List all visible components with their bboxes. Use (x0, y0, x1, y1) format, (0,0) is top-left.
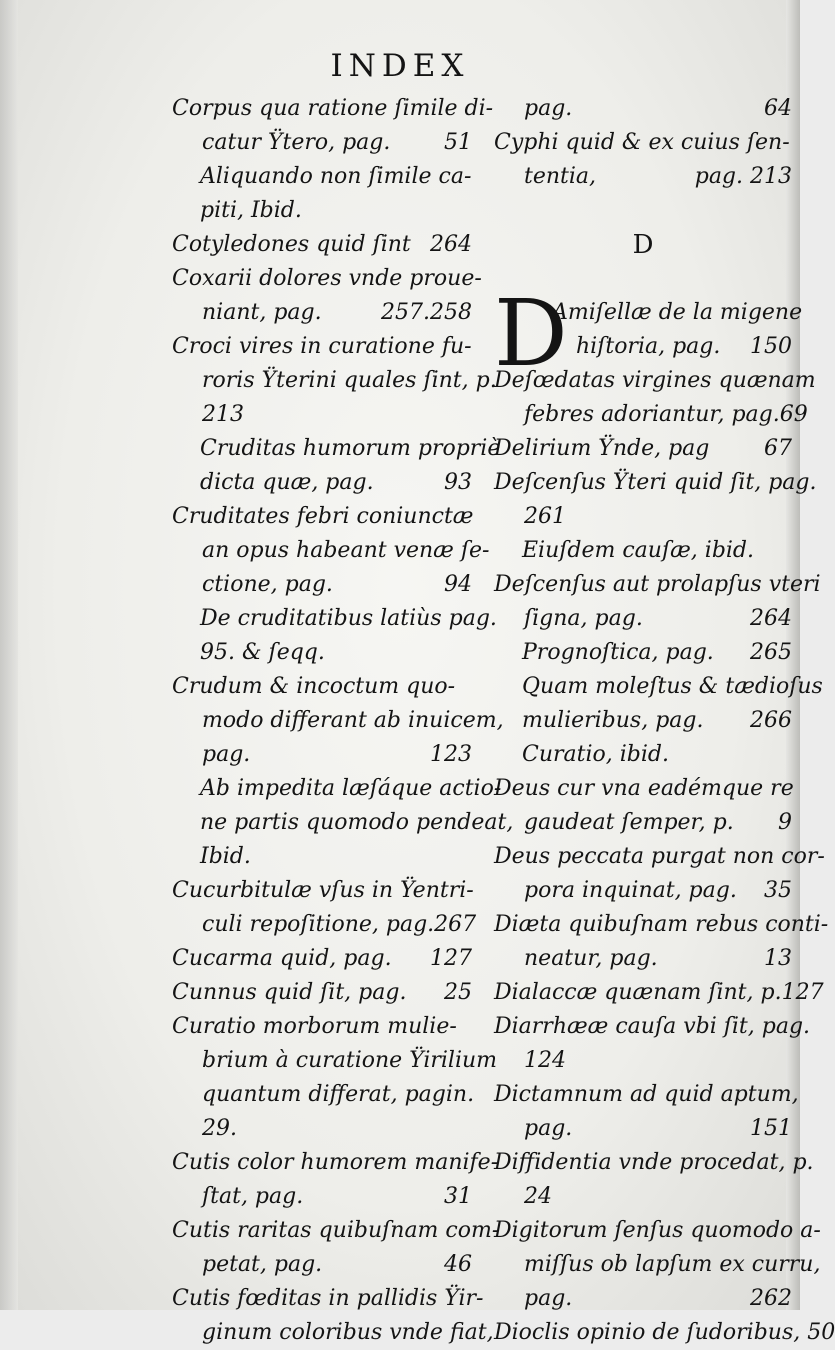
page-number: 51 (444, 130, 472, 155)
index-line (494, 1078, 799, 1112)
entry-text: Digitorum ſenſus quomodo a- (494, 1218, 821, 1243)
entry-text: De cruditatibus latiùs pag. (200, 606, 497, 631)
entry-text: Cunnus quid ſit, pag. (172, 980, 407, 1005)
index-line (172, 1248, 472, 1282)
index-entry (172, 330, 497, 432)
index-line (172, 262, 482, 296)
page-number: 94 (444, 572, 472, 597)
entry-text: 261 (524, 504, 566, 529)
entry-text: Quam moleſtus & tædioſus (522, 674, 823, 699)
index-line (172, 670, 472, 704)
index-line (172, 398, 472, 432)
entry-text: pora inquinat, pag. (524, 878, 737, 903)
index-line (172, 228, 472, 262)
entry-text: Cutis fœditas in pallidis Ÿir- (172, 1286, 484, 1311)
index-line (172, 466, 472, 500)
index-line (172, 1010, 472, 1044)
index-entry (172, 670, 504, 772)
entry-text: Ab impedita læſáque actio- (200, 776, 502, 801)
index-line (172, 1146, 499, 1180)
index-line (494, 398, 808, 432)
entry-text: Diarrhææ cauſa vbi ſit, pag. (494, 1014, 811, 1039)
index-entry (494, 1078, 799, 1146)
index-line (172, 432, 501, 466)
page-number: 262 (750, 1286, 792, 1311)
dropcap-letter: D (494, 280, 568, 387)
index-line (494, 568, 821, 602)
index-line (494, 1316, 835, 1350)
index-line (172, 364, 497, 398)
index-entry (172, 500, 490, 602)
index-line (172, 296, 472, 330)
index-line (494, 92, 792, 126)
index-line (172, 874, 472, 908)
page-number: 266 (750, 708, 792, 733)
page-number: 35 (764, 878, 792, 903)
index-line (494, 738, 792, 772)
right-column-entries (494, 364, 835, 1350)
index-entry (494, 840, 825, 908)
index-line (172, 840, 472, 874)
index-line (172, 92, 494, 126)
index-line (172, 806, 514, 840)
entry-text: Diæta quibuſnam rebus conti- (494, 912, 829, 937)
index-subentry (172, 602, 497, 670)
entry-text: Ibid. (200, 844, 251, 869)
entry-text: Crudum & incoctum quo- (172, 674, 456, 699)
index-entry (494, 772, 792, 840)
page-number: 150 (750, 334, 792, 359)
index-line (172, 1078, 475, 1112)
index-line (172, 160, 472, 194)
entry-text: petat, pag. (202, 1252, 323, 1277)
entry-text: ſigna, pag. (524, 606, 643, 631)
index-line (494, 1214, 821, 1248)
entry-text: Cutis raritas quibuſnam com- (172, 1218, 500, 1243)
index-line (494, 1248, 821, 1282)
entry-text: tentia, (524, 164, 597, 189)
entry-text: 29. (202, 1116, 237, 1141)
entry-text: ne partis quomodo pendeat, (200, 810, 514, 835)
entry-text: gaudeat ſemper, p. (524, 810, 734, 835)
page-number: 31 (444, 1184, 472, 1209)
index-line (172, 1316, 494, 1350)
index-line (172, 1044, 498, 1078)
entry-text: ctione, pag. (202, 572, 333, 597)
index-line (494, 432, 792, 466)
entry-text: pag. (524, 96, 573, 121)
index-line (172, 534, 490, 568)
entry-text: piti, Ibid. (200, 198, 302, 223)
page-number: 67 (764, 436, 792, 461)
spacer (494, 194, 792, 228)
page-number: 127 (430, 946, 472, 971)
index-line (494, 670, 823, 704)
page-number: 46 (444, 1252, 472, 1277)
entry-text: catur Ÿtero, pag. (202, 130, 391, 155)
index-entry (494, 466, 817, 534)
index-entry (172, 92, 494, 160)
index-line (172, 500, 472, 534)
section-letter: D (632, 230, 654, 260)
index-line (494, 126, 792, 160)
entry-text: brium à curatione Ÿirilium (202, 1048, 498, 1073)
index-line (172, 908, 477, 942)
index-subentry (494, 534, 792, 568)
index-line (172, 942, 472, 976)
entry-text: Dialaccæ quænam ſint, p.127 (494, 980, 824, 1005)
index-line (494, 976, 824, 1010)
entry-text: Croci vires in curatione fu- (172, 334, 472, 359)
index-entry (172, 1282, 494, 1350)
index-entry (494, 1146, 814, 1214)
index-entry (494, 432, 792, 466)
index-entry (172, 976, 472, 1010)
index-subentry (494, 636, 823, 772)
right-column (494, 92, 835, 1350)
index-line (172, 194, 472, 228)
index-line (494, 1010, 811, 1044)
dropcap-line: Amiſellæ de la migene (552, 300, 803, 325)
index-line (494, 602, 792, 636)
page-number: 93 (444, 470, 472, 495)
entry-text: Corpus qua ratione ſimile di- (172, 96, 494, 121)
entry-text: Diffidentia vnde procedat, p. (494, 1150, 814, 1175)
index-line (494, 806, 792, 840)
page-number: 13 (764, 946, 792, 971)
entry-text: Delirium Ÿnde, pag (494, 436, 710, 461)
entry-text: niant, pag. (202, 300, 322, 325)
index-entry (494, 1214, 821, 1316)
page-number: 257.258 (381, 300, 472, 325)
entry-text: pag. (524, 1286, 573, 1311)
index-entry (172, 1146, 499, 1214)
index-line (172, 126, 472, 160)
index-entry (172, 1214, 500, 1282)
entry-text: Aliquando non ſimile ca- (200, 164, 472, 189)
entry-text: Coxarii dolores vnde proue- (172, 266, 482, 291)
index-line (494, 942, 792, 976)
entry-text: Cucarma quid, pag. (172, 946, 392, 971)
index-line (172, 636, 472, 670)
entry-text: roris Ÿterini quales ſint, p. (202, 368, 497, 393)
index-entry (494, 908, 829, 976)
index-line (494, 1146, 814, 1180)
index-line (494, 1282, 792, 1316)
left-column (172, 92, 514, 1350)
index-line (172, 738, 472, 772)
entry-text: Deſcenſus aut prolapſus vteri (494, 572, 821, 597)
index-line (494, 1112, 792, 1146)
entry-text: ſtat, pag. (202, 1184, 304, 1209)
entry-text: Dictamnum ad quid aptum, (494, 1082, 799, 1107)
index-line (172, 1214, 500, 1248)
entry-text: dicta quæ, pag. (200, 470, 374, 495)
entry-text: hiſtoria, pag. (576, 334, 721, 359)
index-line (494, 160, 792, 194)
index-entry (494, 976, 824, 1010)
entry-text: 213 (202, 402, 244, 427)
index-entry (172, 228, 472, 262)
page-gutter-shadow (0, 0, 18, 1310)
index-line (172, 330, 472, 364)
index-entry (494, 1316, 835, 1350)
entry-text: Curatio, ibid. (522, 742, 669, 767)
entry-text: Deus peccata purgat non cor- (494, 844, 825, 869)
index-line (494, 1044, 792, 1078)
entry-text: pag. (524, 1116, 573, 1141)
entry-text: 24 (524, 1184, 552, 1209)
entry-text: culi repoſitione, pag. (202, 912, 435, 937)
entry-text: Curatio morborum mulie- (172, 1014, 457, 1039)
index-line (172, 976, 472, 1010)
entry-text: 124 (524, 1048, 566, 1073)
index-line (494, 466, 817, 500)
index-line (172, 1282, 484, 1316)
entry-text: Deus cur vna eadémque re (494, 776, 794, 801)
entry-text: ginum coloribus vnde fiat, (202, 1320, 494, 1345)
entry-text: an opus habeant venæ ſe- (202, 538, 490, 563)
page-number: 267 (434, 912, 477, 937)
index-line (494, 534, 792, 568)
index-subentry (172, 772, 514, 874)
index-line (172, 568, 472, 602)
index-entry (494, 1010, 811, 1078)
entry-text: Eiuſdem cauſæ, ibid. (522, 538, 755, 563)
page-number: 151 (750, 1116, 792, 1141)
index-line (494, 1180, 792, 1214)
index-line (172, 772, 502, 806)
index-line (494, 874, 792, 908)
entry-text: pag. (202, 742, 251, 767)
index-entry (494, 568, 821, 636)
entry-text: miſſus ob lapſum ex curru, (524, 1252, 821, 1277)
right-column-top-entries (494, 92, 792, 194)
entry-text: Cruditas humorum propriè (200, 436, 501, 461)
index-entry (494, 126, 792, 194)
index-line (494, 500, 792, 534)
page-number: 9 (778, 810, 792, 835)
page-number: 69 (779, 402, 808, 427)
index-line (494, 704, 792, 738)
index-line (172, 704, 504, 738)
page-header: INDEX (330, 48, 470, 84)
entry-text: Deſœdatas virgines quænam (494, 368, 816, 393)
page-number: pag. 213 (694, 164, 792, 189)
page-number: 264 (430, 232, 472, 257)
index-entry (172, 874, 477, 942)
entry-text: Cucurbitulæ vſus in Ÿentri- (172, 878, 474, 903)
index-subentry (172, 160, 472, 228)
page-number: 25 (444, 980, 472, 1005)
index-entry (172, 262, 482, 330)
index-line (494, 636, 792, 670)
entry-text: Cruditates febri coniunctæ (172, 504, 474, 529)
entry-text: Prognoſtica, pag. (522, 640, 714, 665)
page-number: 123 (430, 742, 472, 767)
index-line (172, 1180, 472, 1214)
entry-text: quantum differat, pagin. (202, 1082, 475, 1107)
index-line (494, 840, 825, 874)
entry-text: Cotyledones quid ſint (172, 232, 411, 257)
entry-text: Cutis color humorem manife- (172, 1150, 499, 1175)
index-entry (494, 92, 792, 126)
entry-text: mulieribus, pag. (522, 708, 704, 733)
index-line (494, 772, 792, 806)
index-line (172, 1112, 472, 1146)
entry-text: Dioclis opinio de ſudoribus, 50 (494, 1320, 835, 1345)
page-number: 64 (764, 96, 792, 121)
entry-text: febres adoriantur, pag. (524, 402, 780, 427)
page-number: 264 (750, 606, 792, 631)
entry-text: modo differant ab inuicem, (202, 708, 504, 733)
entry-text: Cyphi quid & ex cuius ſen- (494, 130, 790, 155)
index-subentry (172, 432, 501, 500)
index-line (494, 908, 829, 942)
entry-text: Deſcenſus Ÿteri quid ſit, pag. (494, 470, 817, 495)
entry-text: 95. & ſeqq. (200, 640, 325, 665)
page-number: 265 (750, 640, 792, 665)
index-line (172, 602, 497, 636)
entry-text: neatur, pag. (524, 946, 658, 971)
index-entry (172, 942, 472, 976)
index-entry (172, 1010, 498, 1146)
